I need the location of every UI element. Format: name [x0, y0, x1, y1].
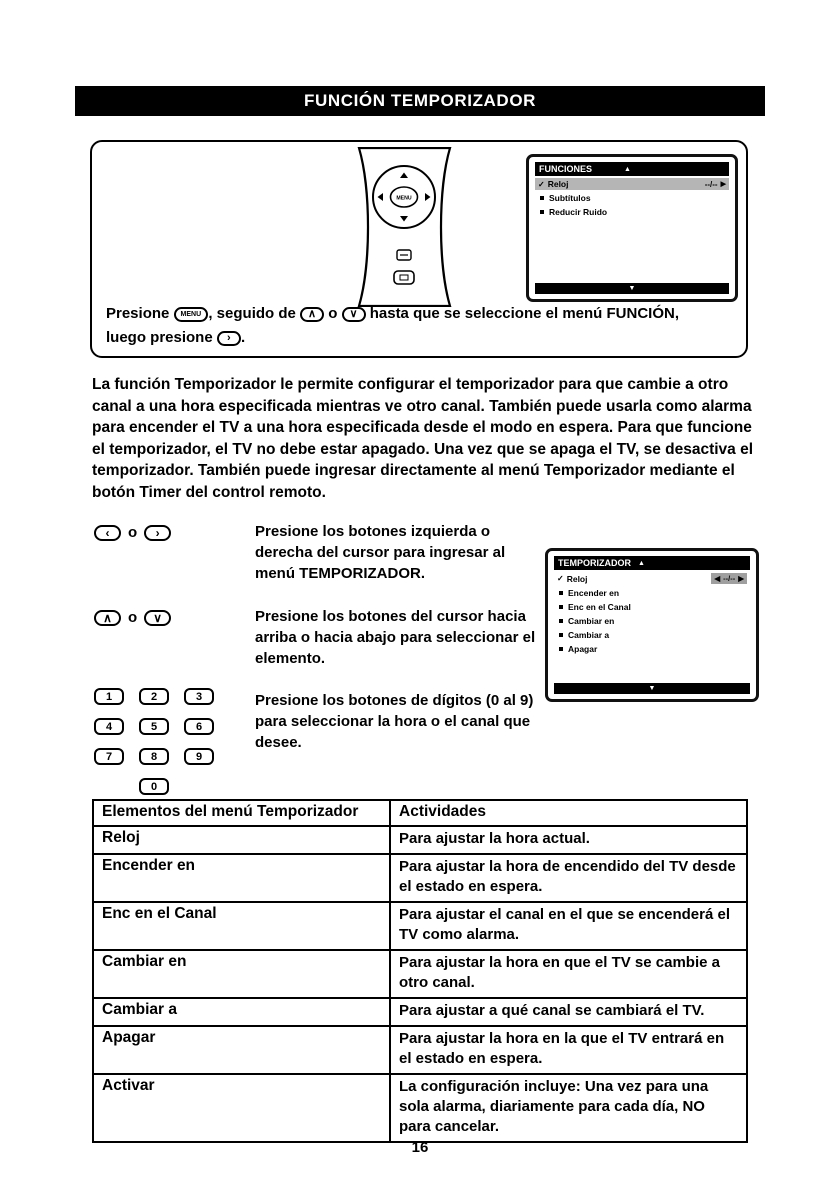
digit-keypad — [94, 688, 214, 795]
caption-line-1 — [106, 302, 679, 326]
scroll-down-icon: ▼ — [648, 685, 656, 692]
left-arrow-icon: ◀ — [714, 574, 721, 583]
check-icon: ✓ — [557, 574, 564, 583]
right-arrow-icon: ▶ — [738, 574, 744, 583]
bullet-icon — [559, 633, 563, 637]
cursor-lr-keys — [94, 524, 171, 541]
table-header-elementos: Elementos del menú Temporizador — [93, 800, 390, 826]
caption-text: . — [241, 329, 246, 346]
timer-menu-table — [92, 799, 748, 1143]
table-cell-item: Activar — [93, 1074, 390, 1142]
or-label: o — [128, 609, 138, 626]
cursor-right-key-icon: › — [217, 331, 241, 346]
table-cell-activity: La configuración incluye: Una vez para una sola alarma, diariamente para cada día, NO para cancelar. — [390, 1074, 747, 1142]
menu-item-cambiar-en — [554, 615, 750, 627]
scroll-up-icon: ▲ — [624, 165, 631, 173]
temporizador-menu-titlebar — [554, 556, 750, 570]
menu-key-icon: MENU — [174, 307, 209, 322]
table-cell-item: Encender en — [93, 854, 390, 902]
step1-text: Presione los botones izquierda o derecha del cursor para ingresar al menú TEMPORIZADOR. — [255, 523, 506, 582]
remote-menu-button-label: MENU — [396, 195, 412, 202]
table-row — [93, 950, 747, 998]
funciones-menu-title: FUNCIONES — [539, 164, 593, 174]
table-cell-item: Reloj — [93, 826, 390, 854]
menu-item-label: Reducir Ruido — [549, 207, 608, 217]
table-cell-item: Cambiar en — [93, 950, 390, 998]
menu-item-subtitulos — [535, 192, 729, 204]
bullet-icon — [540, 196, 544, 200]
table-cell-activity: Para ajustar a qué canal se cambiará el TV. — [390, 998, 747, 1026]
table-header-row — [93, 800, 747, 826]
caption-line-2 — [106, 326, 679, 350]
table-row — [93, 902, 747, 950]
table-row — [93, 1074, 747, 1142]
box-caption — [106, 302, 679, 350]
table-row — [93, 1026, 747, 1074]
caption-text: luego presione — [106, 329, 213, 346]
menu-item-encender-en — [554, 587, 750, 599]
scroll-down-bar — [535, 283, 729, 294]
menu-item-label: Reloj — [547, 179, 569, 189]
temporizador-menu-screen — [545, 548, 759, 702]
page-number: 16 — [411, 1139, 429, 1156]
digit-key-6: 6 — [184, 718, 214, 735]
digit-key-1: 1 — [94, 688, 124, 705]
menu-item-label: Apagar — [568, 644, 598, 654]
digit-key-4: 4 — [94, 718, 124, 735]
step3-text: Presione los botones de dígitos (0 al 9) para seleccionar la hora o el canal que desee. — [255, 692, 534, 751]
menu-item-apagar — [554, 643, 750, 655]
check-icon: ✓ — [538, 179, 545, 189]
menu-item-value: --/-- — [704, 179, 718, 189]
table-cell-activity: Para ajustar la hora en la que el TV entrará en el estado en espera. — [390, 1026, 747, 1074]
table-cell-activity: Para ajustar la hora en que el TV se cambie a otro canal. — [390, 950, 747, 998]
right-arrow-icon: ▶ — [720, 181, 726, 188]
table-cell-activity: Para ajustar el canal en el que se encenderá el TV como alarma. — [390, 902, 747, 950]
bullet-icon — [559, 647, 563, 651]
digit-key-3: 3 — [184, 688, 214, 705]
menu-item-label: Cambiar a — [568, 630, 610, 640]
page-title: FUNCIÓN TEMPORIZADOR — [75, 86, 765, 116]
cursor-down-key-icon: ∨ — [144, 610, 171, 626]
instruction-box — [90, 140, 748, 358]
scroll-up-icon: ▲ — [638, 559, 645, 567]
temporizador-menu-title: TEMPORIZADOR — [558, 558, 631, 568]
table-row — [93, 854, 747, 902]
digit-key-5: 5 — [139, 718, 169, 735]
or-label: o — [128, 524, 138, 541]
table-header-actividades: Actividades — [390, 800, 747, 826]
cursor-right-key-icon: › — [144, 525, 171, 541]
cursor-ud-keys — [94, 609, 171, 626]
digit-key-9: 9 — [184, 748, 214, 765]
table-row — [93, 826, 747, 854]
table-cell-activity: Para ajustar la hora de encendido del TV desde el estado en espera. — [390, 854, 747, 902]
menu-item-cambiar-a — [554, 629, 750, 641]
cursor-up-key-icon: ∧ — [300, 307, 324, 322]
cursor-down-key-icon: ∨ — [342, 307, 366, 322]
menu-item-enc-en-el-canal — [554, 601, 750, 613]
menu-item-reloj — [554, 572, 750, 585]
funciones-menu-titlebar — [535, 162, 729, 176]
funciones-menu-screen — [526, 154, 738, 302]
caption-text: , seguido de — [208, 305, 296, 322]
intro-paragraph: La función Temporizador le permite configurar el temporizador para que cambie a otro canal a una hora especificada mientras ve otro canal. También puede usarla como alarma para encender el TV a una hora especificada desde el modo en espera. Para que funcione el temporizador, el TV no debe estar apagado. Una vez que se apaga el TV, se desactiva el temporizador. También puede ingresar directamente al menú Temporizador mediante el botón Timer del control remoto. — [92, 376, 754, 501]
scroll-down-bar — [554, 683, 750, 694]
table-row — [93, 998, 747, 1026]
remote-control-illustration — [338, 147, 470, 307]
caption-text: hasta que se seleccione el menú FUNCIÓN, — [369, 305, 679, 322]
menu-item-value: --/-- — [723, 574, 736, 583]
table-cell-item: Cambiar a — [93, 998, 390, 1026]
step2-text: Presione los botones del cursor hacia arriba o hacia abajo para seleccionar el elemento. — [255, 608, 536, 667]
menu-item-reducir-ruido — [535, 206, 729, 218]
bullet-icon — [559, 619, 563, 623]
cursor-left-key-icon: ‹ — [94, 525, 121, 541]
scroll-down-icon: ▼ — [628, 285, 636, 292]
caption-text: o — [328, 305, 338, 322]
menu-item-label: Cambiar en — [568, 616, 615, 626]
menu-item-reloj — [535, 178, 729, 190]
digit-key-7: 7 — [94, 748, 124, 765]
cursor-up-key-icon: ∧ — [94, 610, 121, 626]
bullet-icon — [559, 605, 563, 609]
table-cell-item: Apagar — [93, 1026, 390, 1074]
menu-item-label: Subtítulos — [549, 193, 591, 203]
bullet-icon — [540, 210, 544, 214]
digit-key-0: 0 — [139, 778, 169, 795]
table-cell-item: Enc en el Canal — [93, 902, 390, 950]
menu-item-label: Enc en el Canal — [568, 602, 631, 612]
menu-item-value-box — [711, 573, 747, 584]
bullet-icon — [559, 591, 563, 595]
menu-item-label: Encender en — [568, 588, 620, 598]
menu-item-label: Reloj — [566, 573, 588, 584]
caption-text: Presione — [106, 305, 170, 322]
digit-key-8: 8 — [139, 748, 169, 765]
digit-key-2: 2 — [139, 688, 169, 705]
table-cell-activity: Para ajustar la hora actual. — [390, 826, 747, 854]
